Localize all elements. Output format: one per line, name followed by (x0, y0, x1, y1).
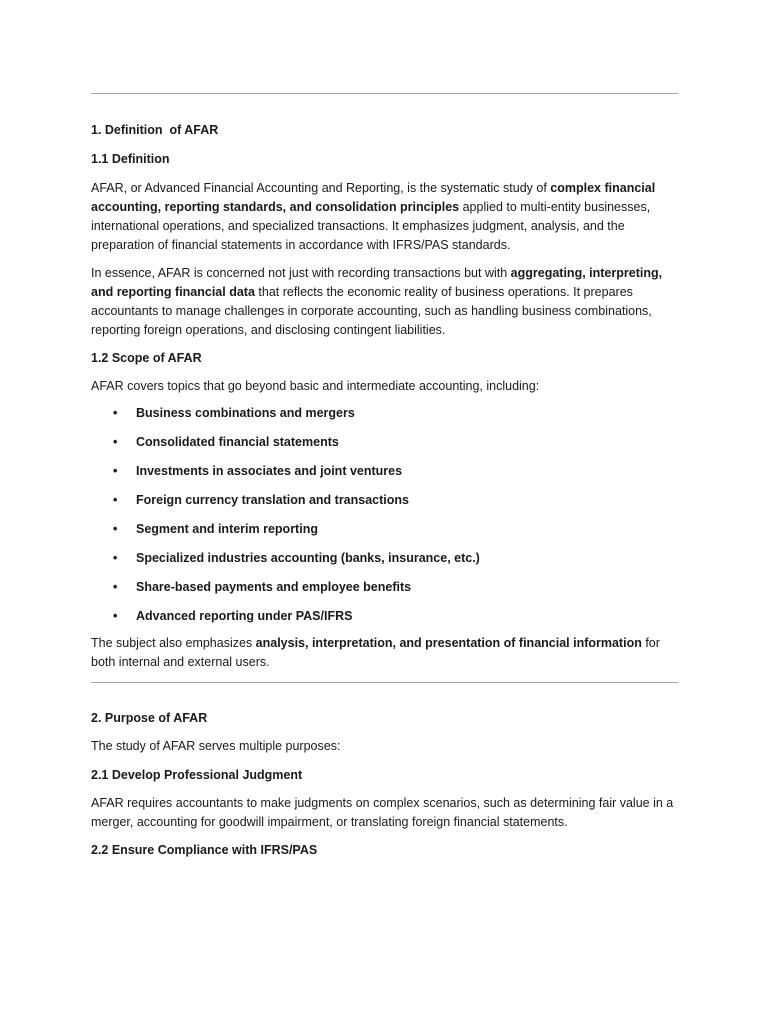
scope-intro: AFAR covers topics that go beyond basic and intermediate accounting, including: (91, 379, 540, 393)
section-1-heading: 1. Definition of AFAR (91, 123, 219, 137)
scope-list-item (91, 520, 681, 549)
subsection-1-1-heading: 1.1 Definition (91, 152, 170, 166)
text-run: In essence, AFAR is concerned not just with recording transactions but with (91, 266, 511, 280)
scope-item-text: Foreign currency translation and transactions (136, 493, 409, 507)
bullet-icon: • (113, 580, 118, 594)
bullet-icon: • (113, 522, 118, 536)
scope-item-text: Segment and interim reporting (136, 522, 318, 536)
subsection-2-1-heading: 2.1 Develop Professional Judgment (91, 768, 303, 782)
scope-summary-paragraph (91, 634, 681, 672)
bold-run: analysis, interpretation, and presentation of financial information (255, 636, 642, 650)
purpose-intro: The study of AFAR serves multiple purposes: (91, 739, 341, 753)
text-run: The subject also emphasizes (91, 636, 256, 650)
scope-list (91, 404, 681, 636)
horizontal-rule-top (91, 93, 678, 94)
scope-list-item (91, 607, 681, 636)
text-run: AFAR, or Advanced Financial Accounting and Reporting, is the systematic study of (91, 181, 551, 195)
horizontal-rule-middle (91, 682, 678, 683)
scope-item-text: Consolidated financial statements (136, 435, 339, 449)
scope-item-text: Business combinations and mergers (136, 406, 355, 420)
section-2-heading: 2. Purpose of AFAR (91, 711, 208, 725)
document-page (91, 0, 681, 859)
bullet-icon: • (113, 435, 118, 449)
bold-run: complex financial accounting, reporting standards, and consolidation principles (91, 181, 656, 214)
bold-run: aggregating, interpreting, and reporting financial data (91, 266, 663, 299)
definition-paragraph-2 (91, 264, 681, 340)
text-run: applied to multi-entity businesses, international operations, and specialized transactions. It emphasizes judgment, analysis, and the preparation of financial statements in accordance with IFRS/PAS standards. (91, 200, 651, 252)
bullet-icon: • (113, 551, 118, 565)
professional-judgment-paragraph: AFAR requires accountants to make judgments on complex scenarios, such as determining fair value in a merger, accounting for goodwill impairment, or translating foreign financial statements. (91, 796, 674, 829)
scope-list-item (91, 462, 681, 491)
scope-item-text: Investments in associates and joint ventures (136, 464, 403, 478)
bullet-icon: • (113, 493, 118, 507)
bullet-icon: • (113, 609, 118, 623)
subsection-2-2-heading: 2.2 Ensure Compliance with IFRS/PAS (91, 843, 318, 857)
scope-list-item (91, 549, 681, 578)
subsection-1-2-heading: 1.2 Scope of AFAR (91, 351, 202, 365)
scope-item-text: Share-based payments and employee benefits (136, 580, 412, 594)
text-run: for both internal and external users. (91, 636, 660, 669)
scope-item-text: Advanced reporting under PAS/IFRS (136, 609, 353, 623)
bullet-icon: • (113, 464, 118, 478)
bullet-icon: • (113, 406, 118, 420)
text-run: that reflects the economic reality of business operations. It prepares accountants to manage challenges in corporate accounting, such as handling business combinations, reporting foreign operations, and disclosing contingent liabilities. (91, 285, 652, 337)
scope-list-item (91, 491, 681, 520)
scope-item-text: Specialized industries accounting (banks, insurance, etc.) (136, 551, 480, 565)
scope-list-item (91, 433, 681, 462)
scope-list-item (91, 404, 681, 433)
definition-paragraph-1 (91, 179, 681, 255)
scope-list-item (91, 578, 681, 607)
